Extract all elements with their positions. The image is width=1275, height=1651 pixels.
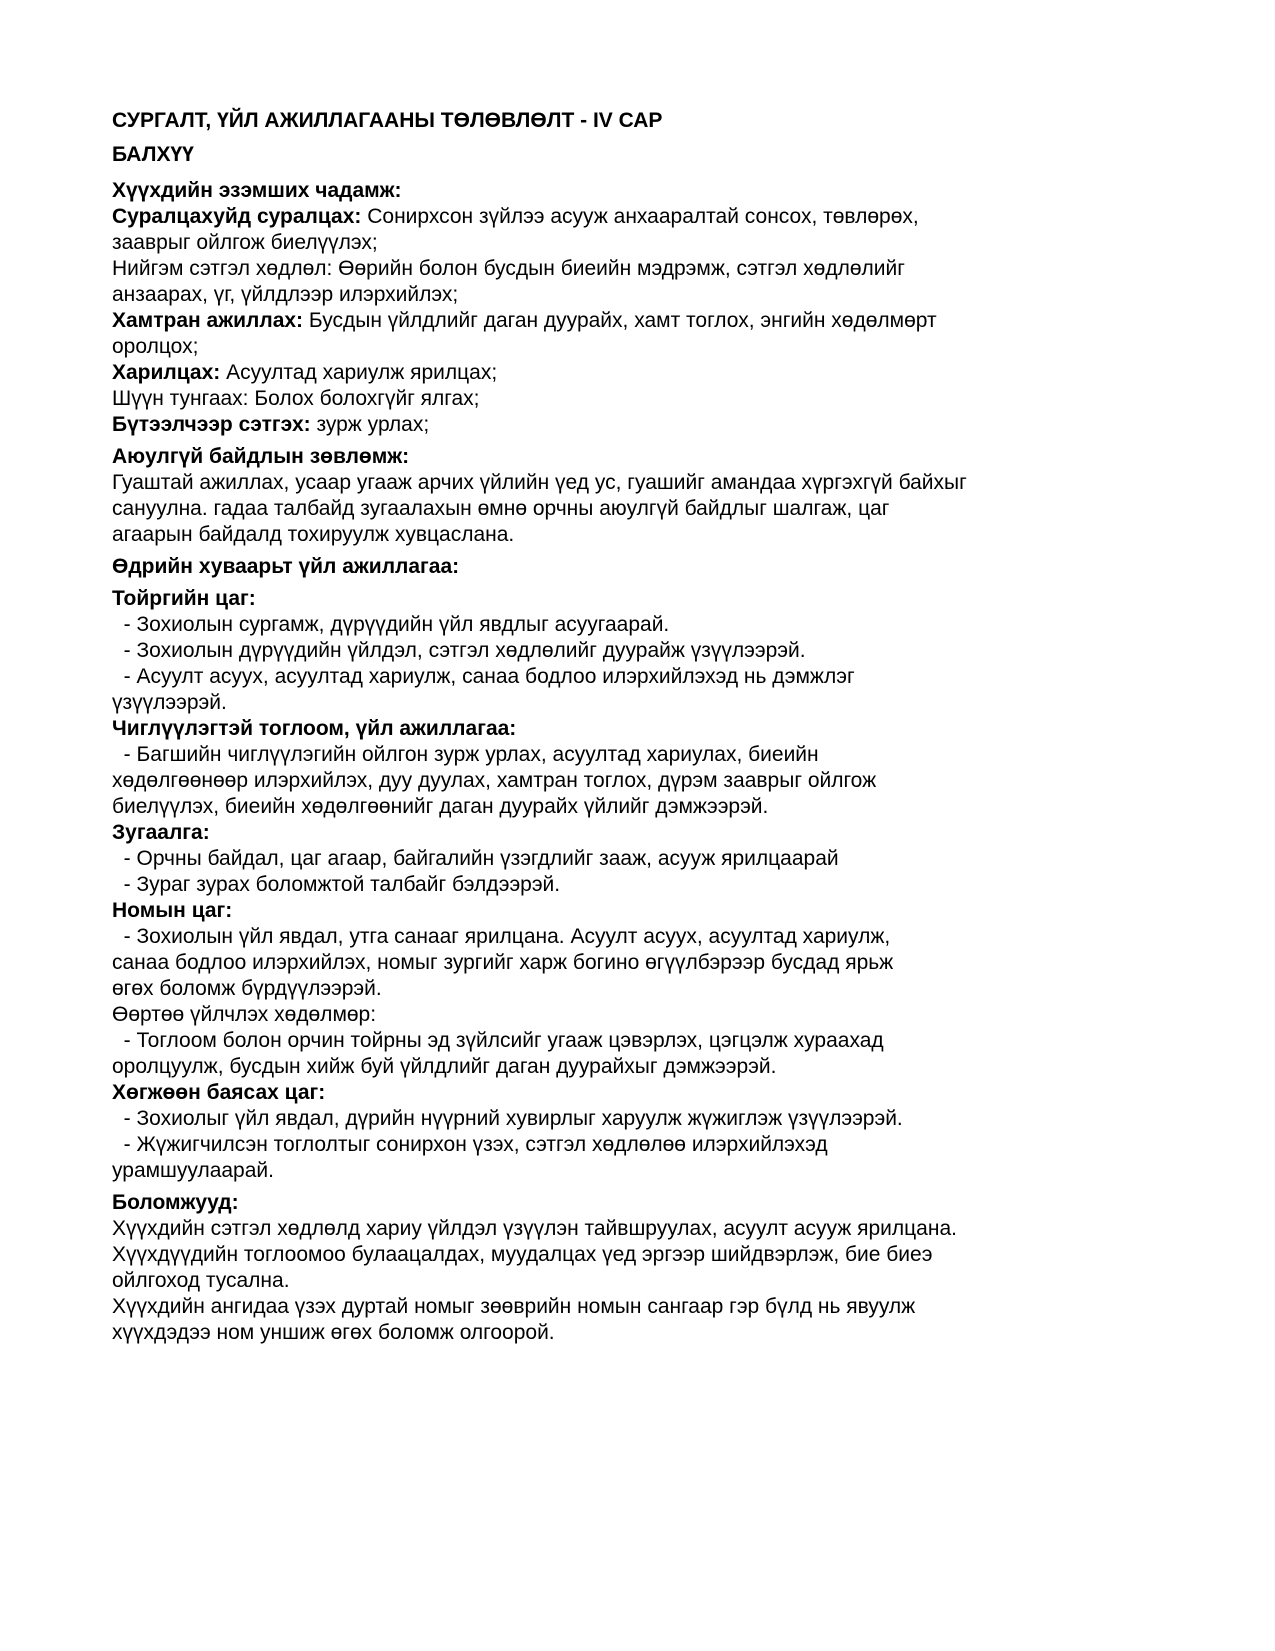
selfcare-heading: Өөртөө үйлчлэх хөдөлмөр: [112, 1003, 377, 1026]
learning-text: Сонирхсон зүйлээ асууж анхааралтай сонсох, төвлөрөх, [361, 205, 919, 228]
circle-item: - Зохиолын сургамж, дүрүүдийн үйл явдлыг асуугаарай. [112, 613, 670, 636]
guided-item: - Багшийн чиглүүлэгийн ойлгон зурж урлах, асуултад хариулах, биеийн [112, 743, 819, 766]
book-heading: Номын цаг: [112, 899, 233, 922]
daily-heading: Өдрийн хуваарьт үйл ажиллагаа: [112, 555, 460, 578]
creative-label: Бүтээлчээр сэтгэх: [112, 413, 311, 436]
creative-text: зурж урлах; [310, 413, 430, 436]
enrich-heading: Хөгжөөн баясах цаг: [112, 1081, 326, 1104]
coop-line [112, 308, 1112, 334]
enrich-item: - Зохиолыг үйл явдал, дүрийн нүүрний хувирлыг харуулж жүжиглэж үзүүлээрэй. [112, 1107, 903, 1130]
judge-line: Шүүн тунгаах: Болох болохгүйг ялгах; [112, 387, 480, 410]
opportunities-heading: Боломжууд: [112, 1191, 239, 1214]
guided-item-cont: биелүүлэх, биеийн хөдөлгөөнийг даган дуурайх үйлийг дэмжээрэй. [112, 795, 769, 818]
opportunities-text: Хүүхдийн ангидаа үзэх дуртай номыг зөөврийн номын сангаар гэр бүлд нь явуулж [112, 1295, 916, 1318]
opportunities-text: хүүхдэдээ ном уншиж өгөх боломж олгоорой. [112, 1321, 555, 1344]
circle-item-cont: үзүүлээрэй. [112, 691, 227, 714]
learning-line [112, 204, 1112, 230]
coop-text-cont: оролцох; [112, 335, 199, 358]
social-line-cont: анзаарах, үг, үйлдлээр илэрхийлэх; [112, 283, 459, 306]
safety-text: агаарын байдалд тохируулж хувцаслана. [112, 523, 515, 546]
safety-heading: Аюулгүй байдлын зөвлөмж: [112, 445, 410, 468]
circle-heading: Тойргийн цаг: [112, 587, 256, 610]
competence-heading: Хүүхдийн эзэмших чадамж: [112, 179, 402, 202]
guided-heading: Чиглүүлэгтэй тоглоом, үйл ажиллагаа: [112, 717, 517, 740]
enrich-item: - Жүжигчилсэн тоглолтыг сонирхон үзэх, сэтгэл хөдлөлөө илэрхийлэхэд [112, 1133, 828, 1156]
selfcare-item-cont: оролцуулж, бусдын хийж буй үйлдлийг даган дуурайхыг дэмжээрэй. [112, 1055, 777, 1078]
learning-text-cont: зааврыг ойлгож биелүүлэх; [112, 231, 378, 254]
opportunities-text: Хүүхдүүдийн тоглоомоо булаацалдах, муудалцах үед эргээр шийдвэрлэж, бие биеэ [112, 1243, 933, 1266]
learning-label: Суралцахуйд суралцах: [112, 205, 362, 228]
circle-item: - Асуулт асуух, асуултад хариулж, санаа бодлоо илэрхийлэхэд нь дэмжлэг [112, 665, 855, 688]
walk-item: - Орчны байдал, цаг агаар, байгалийн үзэгдлийг зааж, асууж ярилцаарай [112, 847, 839, 870]
book-item-cont: өгөх боломж бүрдүүлээрэй. [112, 977, 382, 1000]
safety-text: сануулна. гадаа талбайд зугаалахын өмнө орчны аюулгүй байдлыг шалгаж, цаг [112, 497, 890, 520]
document-subtitle: БАЛХҮҮ [112, 143, 194, 166]
selfcare-item: - Тоглоом болон орчин тойрны эд зүйлсийг угааж цэвэрлэх, цэгцэлж хураахад [112, 1029, 884, 1052]
guided-item-cont: хөдөлгөөнөөр илэрхийлэх, дуу дуулах, хамтран тоглох, дүрэм зааврыг ойлгож [112, 769, 877, 792]
circle-item: - Зохиолын дүрүүдийн үйлдэл, сэтгэл хөдлөлийг дуурайж үзүүлээрэй. [112, 639, 806, 662]
document-title: СУРГАЛТ, ҮЙЛ АЖИЛЛАГААНЫ ТӨЛӨВЛӨЛТ - IV САР [112, 109, 663, 132]
comm-label: Харилцах: [112, 361, 221, 384]
opportunities-text: Хүүхдийн сэтгэл хөдлөлд хариу үйлдэл үзүүлэн тайвшруулах, асуулт асууж ярилцана. [112, 1217, 957, 1240]
safety-text: Гуаштай ажиллах, усаар угааж арчих үйлийн үед ус, гуашийг амандаа хүргэхгүй байхыг [112, 471, 967, 494]
walk-item: - Зураг зурах боломжтой талбайг бэлдээрэй. [112, 873, 561, 896]
coop-label: Хамтран ажиллах: [112, 309, 304, 332]
walk-heading: Зугаалга: [112, 821, 210, 844]
social-line: Нийгэм сэтгэл хөдлөл: Өөрийн болон бусдын биеийн мэдрэмж, сэтгэл хөдлөлийг [112, 257, 905, 280]
book-item-cont: санаа бодлоо илэрхийлэх, номыг зургийг харж богино өгүүлбэрээр бусдад ярьж [112, 951, 894, 974]
comm-line [112, 360, 1112, 386]
coop-text: Бусдын үйлдлийг даган дуурайх, хамт тоглох, энгийн хөдөлмөрт [303, 309, 937, 332]
enrich-item-cont: урамшуулаарай. [112, 1159, 274, 1182]
creative-line [112, 412, 1112, 438]
book-item: - Зохиолын үйл явдал, утга санааг ярилцана. Асуулт асуух, асуултад хариулж, [112, 925, 891, 948]
opportunities-text: ойлгоход тусална. [112, 1269, 290, 1292]
comm-text: Асуултад хариулж ярилцах; [220, 361, 498, 384]
document-body [112, 108, 1112, 1346]
